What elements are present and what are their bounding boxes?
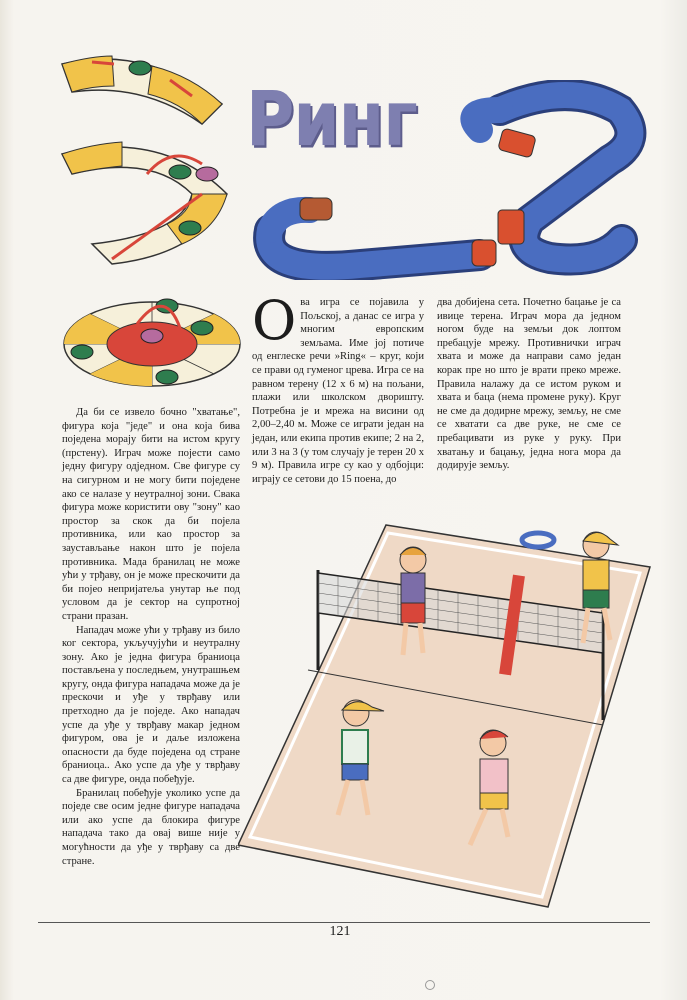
paragraph: ва игра се појавила у Пољској, а данас се игра у многим европским земљама. Име јој потиче од енглеске речи »Ring« – круг, који се прави од гуменог црева. Игра се на равном терену (12 х 6 м) на пољани, плажи или школском дворишту. Потребна је и мрежа на висини од 2,00–2,40 м. Може се играти један на један, или екипа против екипе; 2 на 2, или 3 на 3 (у том случају је терен 20 х 9 м). Правила игре су као у одбојци: играју се сетови до 15 поена, до [252, 297, 424, 485]
rubber-hose-ring-illustration [250, 80, 660, 280]
scan-mark-icon [425, 980, 435, 990]
text-column-1 [62, 406, 240, 868]
volleyball-court-illustration [238, 515, 653, 910]
text-column-2 [252, 289, 424, 486]
page-title: Ринг [246, 74, 417, 164]
drop-cap: О [252, 289, 297, 352]
footer-rule [38, 922, 650, 923]
page-number: 121 [329, 924, 351, 939]
paragraph: два добијена сета. Почетно бацање је са ивице терена. Играч мора да једном ногом буде на земљи док лоптом пребацује мрежу. Противнички играч хвата и може да направи само један корак пре но што је врати преко мреже. Правила налажу да се истом руком и хвата и баца (нема промене руку). Круг не сме да додирне мрежу, земљу, не сме се хватати са две руке, не сме се пребацивати из руке у руку. При хватању и бацању, једна нога мора да додирује земљу. [437, 297, 621, 472]
paragraph: Нападач може ући у трђаву из било ког сектора, укључујући и неутралну зону. Ако је једна фигура браниоца постављена у последњем, унутрашњем кругу, онда фигура нападача може да је прескочи и уђе у тврђаву или претходно да је поједе. Ако нападач успе да уђе у тврђаву макар једном фигуром, ова је и даље изложена опасности да буде поједена од стране браниоца.. Ако успе да уђе у тврђаву са две фигуре, онда побеђује. [62, 624, 240, 786]
paragraph: Да би се извело бочно "хватање", фигура која "једе" и она која бива поједена морају бити на истом кругу (прстену). Играч може појести само једну фигуру одједном. Све фигуре су на сигурном и не могу бити поједене ако се налазе у неутралној зони. Свака фигура може користити ову "зону" као простор за скок да би појела противника, или као простор за заустављање након што је појела противника. Мада бранилац не може ући у трђаву, он је може прескочити да би појео непријатеља унутар ње под условом да је сектор на супротној страни празан. [62, 407, 240, 622]
game-board-illustration [52, 44, 242, 404]
paragraph: Бранилац побеђује уколико успе да поједе све осим једне фигуре нападача или ако успе да блокира фигуре нападача тако да овај више није у могућности да уђе у тврђаву са две стране. [62, 787, 240, 867]
text-column-3 [437, 296, 621, 473]
